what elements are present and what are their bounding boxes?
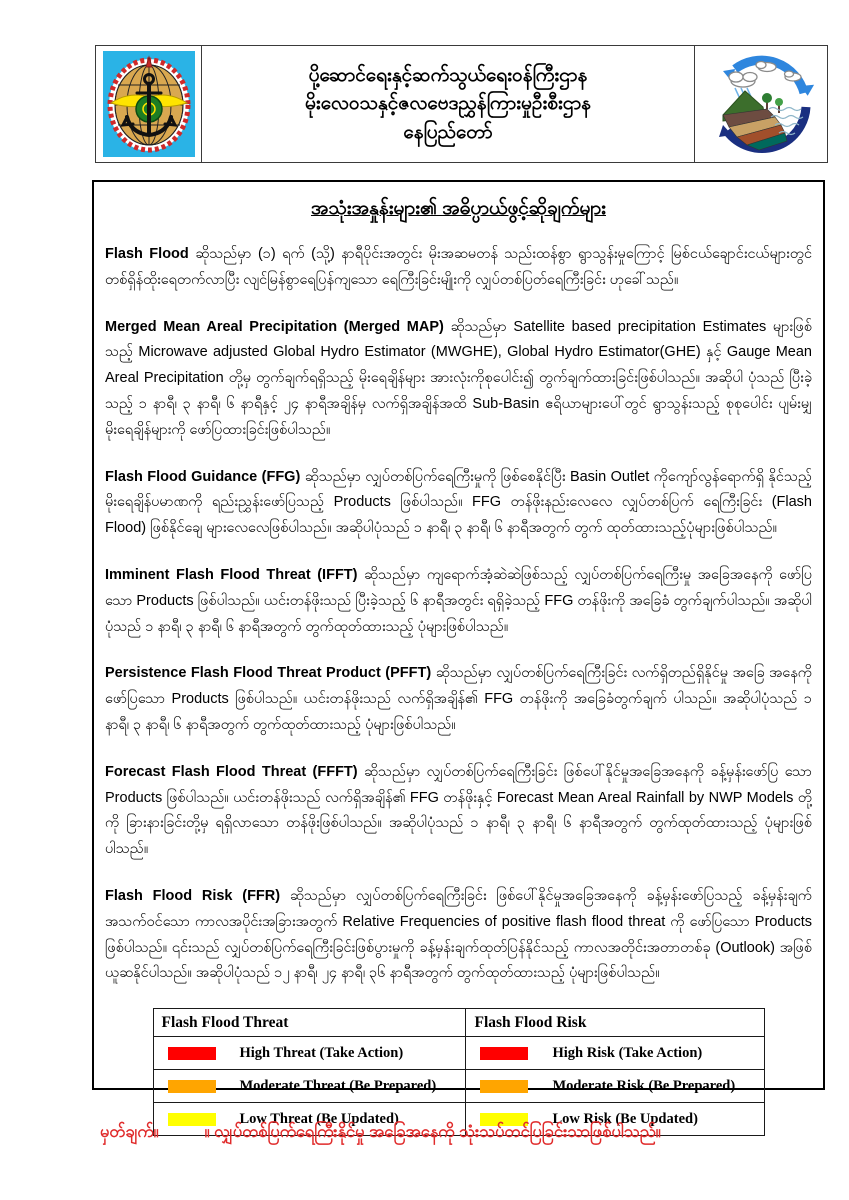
paragraph-merged-map bbox=[105, 315, 812, 444]
moderate-risk-swatch bbox=[480, 1080, 528, 1093]
paragraph-ffft bbox=[105, 760, 812, 863]
letterhead-text bbox=[202, 46, 695, 162]
term-ffg: Flash Flood Guidance (FFG) bbox=[105, 468, 301, 485]
legend-col-threat: Flash Flood Threat bbox=[153, 1009, 466, 1037]
low-risk-label: Low Risk (Be Updated) bbox=[552, 1110, 698, 1127]
letterhead-right-cell bbox=[695, 46, 827, 162]
ministry-logo-icon bbox=[103, 51, 195, 157]
low-threat-label: Low Threat (Be Updated) bbox=[239, 1110, 399, 1127]
definition-ffg: ဆိုသည်မှာ လျှပ်တစ်ပြက်ရေကြီးမှုကို ဖြစ်စေနိုင်ပြီး Basin Outlet ကိုကျော်လွန်ရောက်ရှိ နိုင်သည့် မိုးရေချိန်ပမာဏကို ရည်းညွှန်းဖော်ပြသည့် Products ဖြစ်ပါသည်။ FFG တန်ဖိုးနည်းလေလေ လျှပ်တစ်ပြက် ရေကြီးခြင်း (Flash Flood) ဖြစ်နိုင်ချေ များလေလေဖြစ်ပါသည်။ အဆိုပါပုံသည် ၁ နာရီ၊ ၃ နာရီ၊ ၆ နာရီအတွက် တွက် ထုတ်ထားသည့်ပုံများဖြစ်ပါသည်။ bbox=[105, 468, 812, 537]
definition-pfft: ဆိုသည်မှာ လျှပ်တစ်ပြက်ရေကြီးခြင်း လက်ရှိတည်ရှိနိုင်မှု အခြေ အနေကို ဖော်ပြသော Products ဖြစ်ပါသည်။ ယင်းတန်ဖိုးသည် လက်ရှိအချိန်၏ FFG တန်ဖိုးကို အခြေခံတွက်ချက် ပါသည်။ အဆိုပါပုံသည် ၁ နာရီ၊ ၃ နာရီ၊ ၆ နာရီအတွက် တွက်ထုတ်ထားသည့် ပုံများဖြစ်ပါသည်။ bbox=[105, 665, 812, 733]
moderate-threat-swatch bbox=[168, 1080, 216, 1093]
footnote-label: မှတ်ချက်။ bbox=[100, 1123, 159, 1141]
flood-legend-table bbox=[153, 1008, 765, 1136]
paragraph-pfft bbox=[105, 661, 812, 738]
term-ffr: Flash Flood Risk (FFR) bbox=[105, 887, 281, 904]
legend-col-risk: Flash Flood Risk bbox=[466, 1009, 764, 1037]
hydrology-cycle-icon bbox=[705, 51, 817, 157]
term-ifft: Imminent Flash Flood Threat (IFFT) bbox=[105, 566, 358, 583]
term-ffft: Forecast Flash Flood Threat (FFFT) bbox=[105, 763, 358, 780]
paragraph-flash-flood bbox=[105, 242, 812, 294]
legend-header-row bbox=[153, 1009, 764, 1037]
high-threat-label: High Threat (Take Action) bbox=[239, 1044, 404, 1061]
definition-flash-flood: ဆိုသည်မှာ (၁) ရက် (သို့) နာရီပိုင်းအတွင်း မိုးအဆမတန် သည်းထန်စွာ ရွာသွန်းမှုကြောင့် မြစ်ငယ်ချောင်းငယ်များတွင် တစ်ရှိန်ထိုးရေတက်လာပြီး လျင်မြန်စွာရေပြန်ကျသော ရေကြီးခြင်းမျိုးကို လျှပ်တစ်ပြတ်ရေကြီးခြင်း ဟုခေါ်သည်။ bbox=[105, 246, 812, 288]
high-risk-label: High Risk (Take Action) bbox=[552, 1044, 703, 1061]
legend-row-high bbox=[153, 1037, 764, 1070]
moderate-threat-label: Moderate Threat (Be Prepared) bbox=[239, 1077, 437, 1094]
definition-merged-map: ဆိုသည်မှာ Satellite based precipitation Estimates များဖြစ် သည့် Microwave adjusted Global Hydro Estimator (MWGHE), Global Hydro Estimator(GHE) နှင့် Gauge Mean Areal Precipitation တို့မှ တွက်ချက်ရရှိသည့် မိုးရေချိန်များ အားလုံးကိုစုပေါင်း၍ တွက်ချက်ထားခြင်းဖြစ်ပါသည်။ အဆိုပါ ပုံသည် ပြီးခဲ့သည့် ၁ နာရီ၊ ၃ နာရီ၊ ၆ နာရီနှင့် ၂၄ နာရီအချိန်မှ လက်ရှိအချိန်အထိ Sub-Basin ဧရိယာများပေါ်တွင် ရွာသွန်းသည့် စုစုပေါင်း ပျမ်းမျှ မိုးရေချိန်များကို ဖော်ပြထားခြင်းဖြစ်ပါသည်။ bbox=[105, 318, 812, 438]
document-title: အသုံးအနှုန်းများ၏ အဓိပ္ပာယ်ဖွင့်ဆိုချက်များ bbox=[310, 198, 606, 219]
term-merged-map: Merged Mean Areal Precipitation (Merged MAP) bbox=[105, 318, 444, 335]
footnote-text: ။ လျှပ်တစ်ပြက်ရေကြီးနိုင်မှု အခြေအနေကို သုံးသပ်တင်ပြခြင်းသာဖြစ်ပါသည်။ bbox=[204, 1123, 661, 1141]
term-pfft: Persistence Flash Flood Threat Product (PFFT) bbox=[105, 665, 432, 682]
letterhead bbox=[95, 45, 828, 163]
high-threat-swatch bbox=[168, 1047, 216, 1060]
letterhead-left-cell bbox=[96, 46, 202, 162]
definition-ifft: ဆိုသည်မှာ ကျရောက်အံ့ဆဲဆဲဖြစ်သည့် လျှပ်တစ်ပြက်ရေကြီးမှု အခြေအနေကို ဖော်ပြသော Products ဖြစ်ပါသည်။ ယင်းတန်ဖိုးသည် ပြီးခဲ့သည့် ၆ နာရီအတွင်း ရရှိခဲ့သည့် FFG တန်ဖိုးကို အခြေခံ တွက်ချက်ပါသည်။ အဆိုပါပုံသည် ၁ နာရီ၊ ၃ နာရီ၊ ၆ နာရီအတွက် တွက်ထုတ်ထားသည့် ပုံများဖြစ်ပါသည်။ bbox=[105, 566, 812, 635]
term-flash-flood: Flash Flood bbox=[105, 246, 189, 262]
high-risk-swatch bbox=[480, 1047, 528, 1060]
city-name: နေပြည်တော် bbox=[403, 121, 493, 143]
definition-ffr: ဆိုသည်မှာ လျှပ်တစ်ပြက်ရေကြီးခြင်း ဖြစ်ပေါ်နိုင်မှုအခြေအနေကို ခန့်မှန်းဖော်ပြသည့် ခန့်မှန်းချက် အသက်ဝင်သော ကာလအပိုင်းအခြားအတွက် Relative Frequencies of positive flash flood threat ကို ဖော်ပြသော Products ဖြစ်ပါသည်။ ၎င်းသည် လျှပ်တစ်ပြက်ရေကြီးခြင်းဖြစ်ပွားမှုကို ခန့်မှန်းချက်ထုတ်ပြန်နိုင်သည့် ကာလအတိုင်းအတာတစ်ခု (Outlook) အဖြစ် ယူဆနိုင်ပါသည်။ အဆိုပါပုံသည် ၁၂ နာရီ၊ ၂၄ နာရီ၊ ၃၆ နာရီအတွက် တွက်ထုတ်ထားသည့် ပုံများဖြစ်ပါသည်။ bbox=[105, 887, 812, 982]
definitions-box bbox=[92, 180, 825, 1127]
paragraph-ifft bbox=[105, 563, 812, 640]
footnote bbox=[100, 1120, 820, 1145]
legend-table-wrapper bbox=[105, 1008, 812, 1136]
paragraph-ffg bbox=[105, 465, 812, 542]
department-name: မိုးလေဝသနှင့်ဇလဗေဒညွှန်ကြားမှုဦးစီးဌာန bbox=[305, 93, 591, 115]
ministry-name: ပို့ဆောင်ရေးနှင့်ဆက်သွယ်ရေးဝန်ကြီးဌာန bbox=[308, 64, 588, 86]
moderate-risk-label: Moderate Risk (Be Prepared) bbox=[552, 1077, 736, 1094]
definition-ffft: ဆိုသည်မှာ လျှပ်တစ်ပြက်ရေကြီးခြင်း ဖြစ်ပေါ်နိုင်မှုအခြေအနေကို ခန့်မှန်းဖော်ပြ သော Products ဖြစ်ပါသည်။ ယင်းတန်ဖိုးသည် လက်ရှိအချိန်၏ FFG တန်ဖိုးနှင့် Forecast Mean Areal Rainfall by NWP Models တို့ကို ခြားနားခြင်းတို့မှ ရရှိလာသော တန်ဖိုးဖြစ်ပါသည်။ အဆိုပါပုံသည် ၁ နာရီ၊ ၃ နာရီ၊ ၆ နာရီအတွက် တွက်ထုတ်ထားသည့် ပုံများဖြစ်ပါသည်။ bbox=[105, 763, 812, 858]
legend-row-moderate bbox=[153, 1070, 764, 1103]
paragraph-ffr bbox=[105, 884, 812, 987]
